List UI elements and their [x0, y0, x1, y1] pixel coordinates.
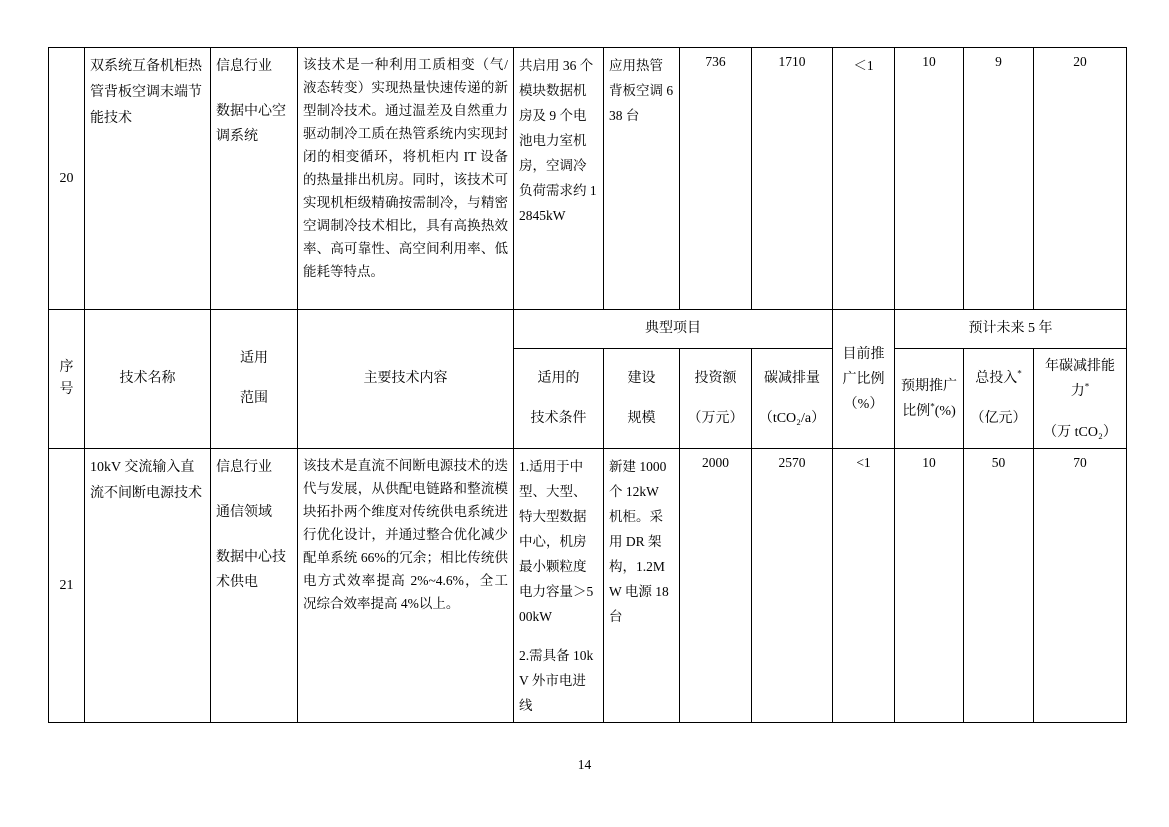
technical-content-text: 该技术是直流不间断电源技术的迭代与发展，从供配电链路和整流模块拓扑两个维度对传统供电系统进行优化设计，并通过整合优化减少配单系统 66%的冗余；相比传统供电方式效率提高 2%~4.6%，全工况综合效率提高 4%以上。	[303, 458, 508, 611]
header-line: 广比例	[842, 371, 885, 387]
header-line: 年碳减排能	[1045, 358, 1115, 374]
cell-main-technical-content	[298, 449, 514, 723]
header-line: 目前推	[842, 346, 885, 362]
footnote-asterisk: *	[1084, 380, 1090, 391]
cell-serial-number: 21	[49, 449, 85, 723]
table-row-21	[49, 449, 1127, 723]
header-current-promotion-ratio	[833, 310, 895, 449]
header-investment-amount	[680, 349, 752, 449]
cell-construction-scale	[604, 48, 680, 310]
cell-applicable-scope	[211, 449, 298, 723]
cell-applicable-scope	[211, 48, 298, 310]
header-line: 适用	[240, 351, 268, 366]
header-line: 比例*(%)	[902, 400, 956, 419]
header-total-investment	[964, 349, 1034, 449]
header-line: （万 tCO₂）	[1043, 424, 1117, 440]
header-line: （%）	[843, 396, 884, 412]
header-line: 适用的	[537, 370, 580, 386]
technology-name-text: 10kV 交流输入直流不间断电源技术	[90, 460, 202, 501]
header-annual-carbon-reduction-capacity	[1034, 349, 1127, 449]
condition-item: 2.需具备 10kV 外市电进线	[519, 648, 594, 713]
cell-carbon-reduction: 2570	[752, 449, 833, 723]
condition-item: 共启用 36 个模块数据机房及 9 个电池电力室机房，空调冷负荷需求约 12845kW	[519, 58, 597, 223]
low-carbon-technology-table	[48, 47, 1127, 723]
header-line: 碳减排量	[764, 370, 820, 386]
header-next-5-years: 预计未来 5 年	[895, 310, 1127, 349]
header-line: 规模	[627, 410, 656, 426]
cell-technology-name	[85, 449, 211, 723]
header-technology-name: 技术名称	[85, 310, 211, 449]
header-applicable-scope	[211, 310, 298, 449]
cell-current-promotion-ratio: <1	[833, 449, 895, 723]
cell-current-promotion-ratio: ＜1	[833, 48, 895, 310]
header-line: 范围	[240, 391, 268, 406]
header-line: 技术条件	[530, 410, 587, 426]
footnote-asterisk: *	[930, 400, 935, 411]
scope-item: 信息行业	[216, 59, 272, 74]
header-line: 投资额	[694, 370, 737, 386]
table-header-span-row	[49, 310, 1127, 349]
header-line: 力*	[1070, 380, 1090, 399]
cell-expected-promotion-ratio: 10	[895, 449, 964, 723]
header-main-technical-content: 主要技术内容	[298, 310, 514, 449]
header-line: 建设	[627, 370, 656, 386]
cell-serial-number: 20	[49, 48, 85, 310]
cell-expected-promotion-ratio: 10	[895, 48, 964, 310]
construction-scale-text: 应用热管背板空调 638 台	[609, 58, 674, 123]
footnote-asterisk: *	[1017, 367, 1022, 378]
scope-item: 通信领域	[216, 505, 272, 520]
header-carbon-reduction	[752, 349, 833, 449]
header-typical-project: 典型项目	[514, 310, 833, 349]
construction-scale-text: 新建 1000 个 12kW 机柜。采用 DR 架构，1.2MW 电源 18 台	[609, 459, 669, 624]
cell-total-investment: 9	[964, 48, 1034, 310]
header-applicable-conditions	[514, 349, 604, 449]
technology-name-text: 双系统互备机柜热管背板空调末端节能技术	[90, 59, 202, 126]
scope-item: 信息行业	[216, 460, 272, 475]
header-expected-promotion-ratio	[895, 349, 964, 449]
cell-construction-scale	[604, 449, 680, 723]
header-line: （亿元）	[970, 410, 1027, 426]
cell-investment-amount: 736	[680, 48, 752, 310]
cell-main-technical-content	[298, 48, 514, 310]
cell-applicable-conditions	[514, 48, 604, 310]
header-line: 预期推广	[901, 378, 957, 394]
cell-carbon-reduction: 1710	[752, 48, 833, 310]
table-row-20	[49, 48, 1127, 310]
header-line: 总投入*	[975, 367, 1022, 386]
header-construction-scale	[604, 349, 680, 449]
page-number: 14	[577, 757, 592, 772]
header-line: （tCO₂/a）	[758, 410, 826, 426]
cell-annual-carbon-reduction-capacity: 70	[1034, 449, 1127, 723]
scope-item: 数据中心技术供电	[216, 550, 286, 590]
scope-item: 数据中心空调系统	[216, 104, 286, 144]
cell-applicable-conditions	[514, 449, 604, 723]
cell-technology-name	[85, 48, 211, 310]
header-serial-number: 序号	[49, 310, 85, 449]
cell-total-investment: 50	[964, 449, 1034, 723]
condition-item: 1.适用于中型、大型、特大型数据中心，机房最小颗粒度电力容量＞500kW	[519, 459, 594, 624]
cell-annual-carbon-reduction-capacity: 20	[1034, 48, 1127, 310]
cell-investment-amount: 2000	[680, 449, 752, 723]
header-line: （万元）	[687, 410, 744, 426]
technical-content-text: 该技术是一种利用工质相变（气/液态转变）实现热量快速传递的新型制冷技术。通过温差及自然重力驱动制冷工质在热管系统内实现封闭的相变循环，将机柜内 IT 设备的热量排出机房。同时，该技术可实现机柜级精确按需制冷，与精密空调制冷技术相比，具有高换热效率、高可靠性、高空间利用率、低能耗等特点。	[303, 57, 508, 279]
